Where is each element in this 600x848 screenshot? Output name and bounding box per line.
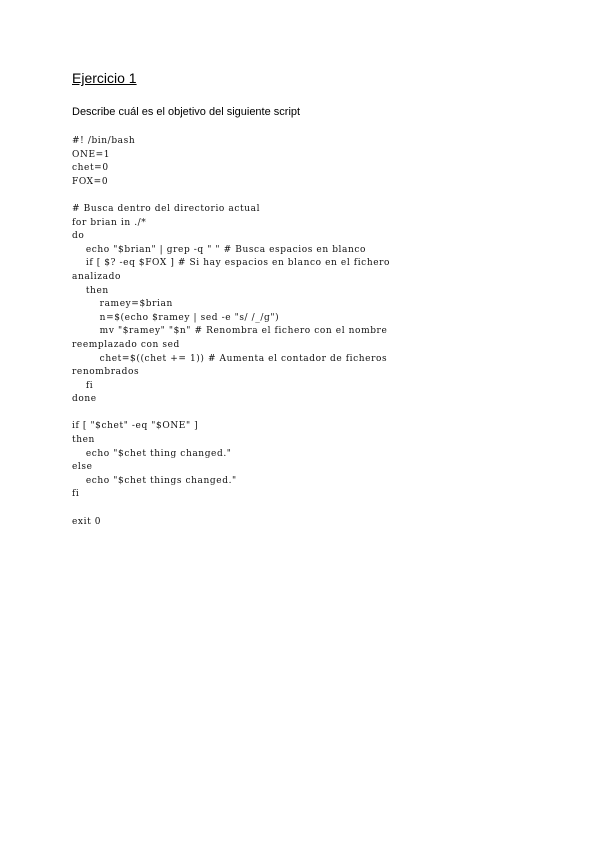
code-line: echo "$chet thing changed." — [72, 448, 232, 459]
code-line: FOX=0 — [72, 176, 109, 187]
code-line: fi — [72, 489, 80, 500]
code-line: done — [72, 394, 97, 405]
code-line: then — [72, 285, 109, 296]
code-line: else — [72, 462, 93, 473]
code-line: fi — [72, 380, 94, 391]
code-line: reemplazado con sed — [72, 339, 180, 350]
exercise-instructions: Describe cuál es el objetivo del siguiente script — [72, 106, 301, 118]
code-line: #! /bin/bash — [72, 136, 136, 146]
exercise-title: Ejercicio 1 — [72, 70, 137, 86]
code-line: if [ "$chet" -eq "$ONE" ] — [72, 421, 199, 432]
code-line: ONE=1 — [72, 149, 111, 160]
code-line — [72, 407, 552, 421]
code-line: exit 0 — [72, 516, 102, 527]
code-line: analizado — [72, 271, 121, 282]
code-line: do — [72, 231, 85, 242]
code-line: chet=$((chet += 1)) # Aumenta el contador de ficheros — [72, 353, 388, 364]
code-line: if [ $? -eq $FOX ] # Si hay espacios en blanco en el fichero — [72, 258, 391, 269]
script-code-block — [72, 135, 552, 529]
code-line: renombrados — [72, 367, 140, 378]
code-line: mv "$ramey" "$n" # Renombra el fichero con el nombre — [72, 326, 388, 337]
code-line: # Busca dentro del directorio actual — [72, 203, 261, 214]
code-line: n=$(echo $ramey | sed -e "s/ /_/g") — [72, 312, 280, 323]
code-line: echo "$brian" | grep -q " " # Busca espacios en blanco — [72, 244, 367, 255]
code-line: echo "$chet things changed." — [72, 475, 237, 486]
code-line — [72, 189, 552, 203]
code-line: then — [72, 435, 95, 446]
code-line: for brian in ./* — [72, 217, 147, 228]
code-line: chet=0 — [72, 163, 109, 174]
code-line: ramey=$brian — [72, 299, 173, 310]
code-line — [72, 502, 552, 516]
